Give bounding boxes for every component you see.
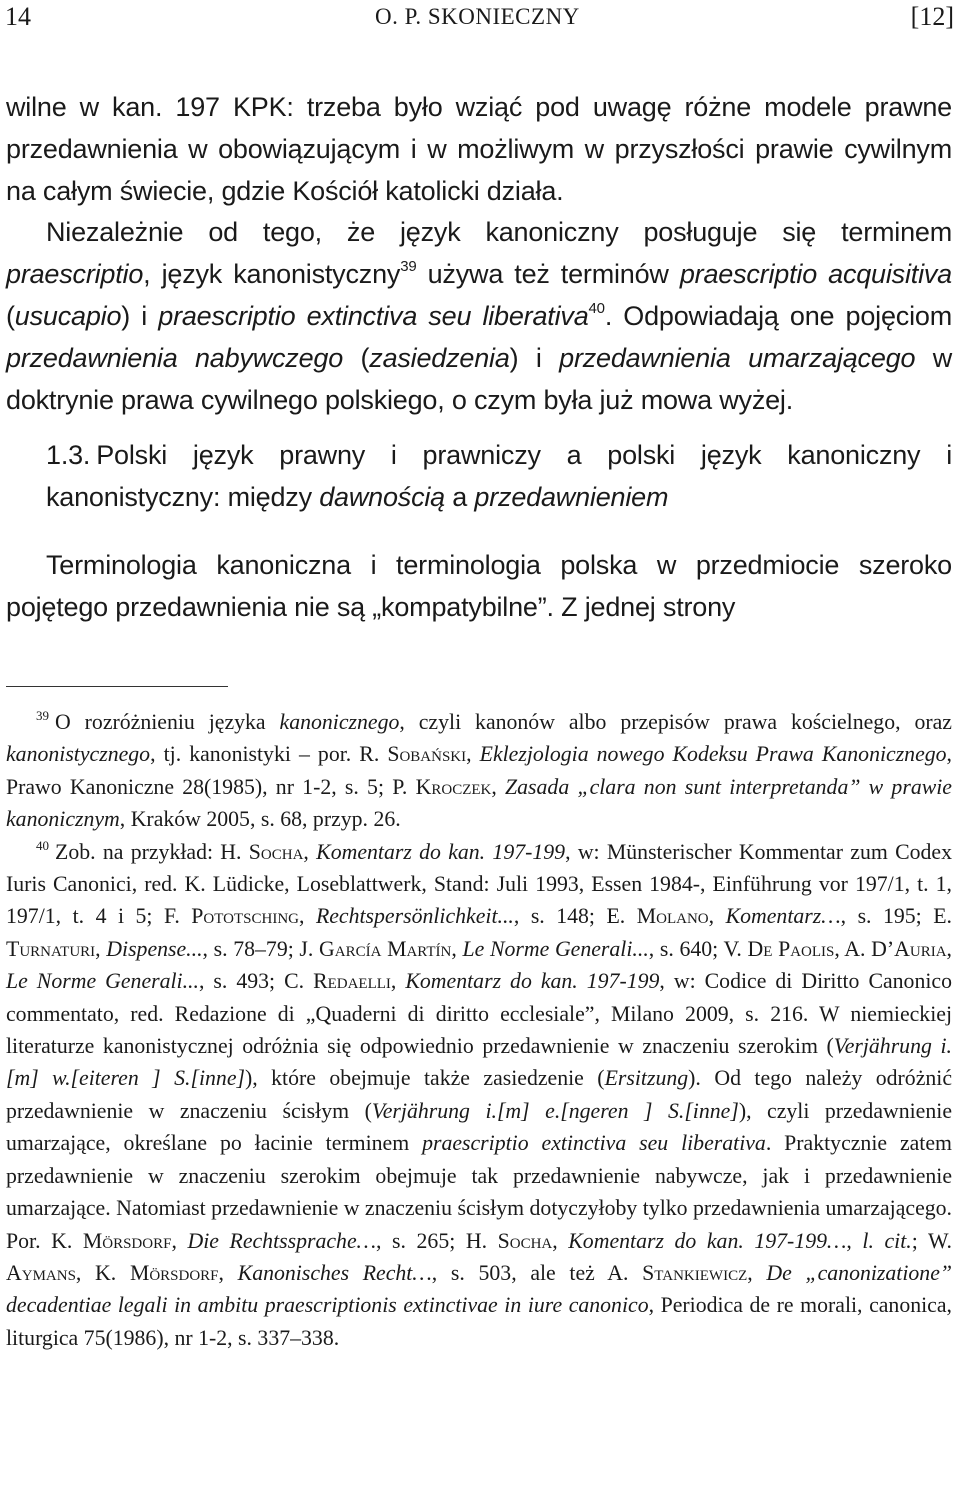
paragraph-compatibility: [6, 545, 952, 629]
italic-title: Komentarz…: [725, 904, 841, 929]
page-number: 14: [5, 2, 31, 31]
running-header-reference: [12]: [910, 2, 954, 31]
italic-title: Le Norme Generali...: [462, 936, 649, 961]
italic-title: Kanonisches Recht…: [237, 1260, 432, 1285]
italic-term: przedawnienia nabywczego: [6, 342, 344, 373]
italic-title: Komentarz do kan. 197-199…: [568, 1228, 847, 1253]
italic-term: usucapio: [14, 300, 122, 331]
text-span: , s. 265; H.: [376, 1228, 498, 1253]
running-header: [0, 0, 960, 40]
author-name: Pototsching: [191, 904, 299, 929]
footnote-ref-40[interactable]: 40: [588, 299, 605, 317]
text-span: wilne w kan. 197 KPK: trzeba było wziąć pod uwagę różne modele prawne przedawnienia w obowiązującym i w możliwym w przyszłości prawie cywilnym na całym świecie, gdzie Kościół katolicki działa.: [6, 92, 952, 206]
text-span: , tj. kanonistyki – por. R.: [150, 742, 388, 767]
italic-term: Ersitzung: [604, 1066, 689, 1091]
text-span: ,: [846, 1228, 863, 1253]
text-span: O rozróżnieniu języka: [55, 710, 280, 734]
text-span: , K.: [75, 1260, 130, 1285]
italic-title: Rechtspersönlichkeit...: [315, 904, 514, 929]
text-span: Terminologia kanoniczna i terminologia polska w przedmiocie szeroko pojętego przedawnienia nie są „kompatybilne”. Z jednej strony: [6, 549, 952, 622]
text-span: ,: [747, 1260, 767, 1285]
text-span: używa też terminów: [416, 259, 680, 290]
text-span: , Periodica de re morali, canonica, liturgica 75(1986), nr 1-2, s. 337–338.: [6, 1293, 952, 1350]
italic-term: praescriptio acquisitiva: [679, 259, 952, 290]
text-span: Zob. na przykład: H.: [55, 839, 249, 864]
text-span: Polski język prawny i prawniczy a polski język kanoniczny i kanonistyczny: między: [46, 440, 952, 513]
text-span: ,: [218, 1260, 238, 1285]
footnote-ref-39[interactable]: 39: [400, 258, 417, 276]
text-span: ) i: [509, 342, 560, 373]
text-span: , język kanonistyczny: [143, 259, 401, 290]
text-span: , s. 78–79; J.: [202, 936, 320, 961]
text-span: ,: [298, 904, 316, 929]
text-span: ), które obejmuje także zasiedzenie (: [244, 1066, 605, 1091]
italic-term: dawnością: [319, 482, 445, 513]
author-name: Kroczek: [415, 774, 492, 799]
text-span: ; W.: [911, 1228, 952, 1253]
text-span: ,: [171, 1228, 188, 1253]
text-span: ,: [491, 774, 506, 799]
text-span: (: [343, 342, 370, 373]
italic-title: De „canonizatione” decadentiae legali in ambitu praescriptionis extinctivae in iure canonico: [6, 1260, 953, 1318]
author-name: García Martín: [319, 936, 452, 961]
text-span: , s. 493; C.: [198, 969, 314, 994]
text-span: ,: [552, 1228, 569, 1253]
text-span: ,: [390, 969, 406, 994]
text-span: a: [445, 482, 475, 513]
text-span: . Odpowiadają one pojęciom: [604, 300, 952, 331]
footnotes: [6, 706, 952, 1354]
text-span: ,: [451, 936, 463, 961]
text-span: ,: [95, 936, 107, 961]
footnote-40: [6, 836, 952, 1355]
italic-title: Le Norme Generali...: [6, 969, 199, 994]
text-span: , Prawo Kanoniczne 28(1985), nr 1-2, s. 5; P.: [6, 742, 952, 799]
author-name: Socha: [248, 839, 304, 864]
footnote-number: 40: [36, 837, 49, 853]
text-span: ), czyli przedawnienie umarzające, określane po łacinie terminem: [6, 1098, 952, 1156]
paragraph-continued: [6, 87, 952, 212]
text-span: , A.: [834, 936, 872, 961]
italic-title: Komentarz do kan. 197-199: [316, 839, 566, 864]
text-span: , w: Münsterischer Kommentar zum Codex Iuris Canonici, red. K. Lüdicke, Loseblattwerk, Stand: Juli 1993, Essen 1984-, Einführung vor 197/1, t. 1, 197/1, t. 4 i 5; F.: [6, 839, 953, 929]
italic-term: praescriptio extinctiva seu liberativa: [158, 300, 589, 331]
author-name: Mörsdorf: [129, 1260, 219, 1285]
italic-term: praescriptio: [6, 259, 144, 290]
author-name: Redaelli: [313, 969, 391, 994]
text-span: ). Od tego należy odróżnić przedawnienie w znaczeniu ścisłym (: [6, 1066, 953, 1123]
section-heading: [6, 435, 952, 519]
author-name: Aymans: [6, 1260, 76, 1285]
text-span: , Kraków 2005, s. 68, przyp. 26.: [119, 807, 401, 832]
author-name: Stankiewicz: [642, 1260, 748, 1285]
text-span: . Praktycznie zatem przedawnienie w znaczeniu szerokim obejmuje tak przedawnienie nabywcze, jak i przedawnienie umarzające. Natomiast przedawnienie w znaczeniu ścisłym dotyczyłoby tylko przedawnienia umarzającego. Por. K.: [6, 1131, 952, 1253]
text-span: (: [6, 300, 15, 331]
text-span: w doktrynie prawa cywilnego polskiego, o czym była już mowa wyżej.: [6, 342, 952, 415]
section-number: 1.3.: [46, 440, 91, 471]
italic-title: Komentarz do kan. 197-199: [405, 969, 660, 994]
italic-title: Die Rechtssprache…: [187, 1228, 376, 1253]
text-span: Niezależnie od tego, że język kanoniczny posługuje się terminem: [46, 217, 952, 248]
italic-title: Dispense...: [106, 936, 203, 961]
text-span: , s. 640; V.: [648, 936, 748, 961]
footnote-separator: [6, 686, 228, 687]
text-span: , s. 503, ale też A.: [431, 1260, 643, 1285]
paragraph-terminology: [6, 212, 952, 421]
text-span: , s. 148; E.: [513, 904, 637, 929]
main-text: [6, 87, 952, 629]
italic-term: Verjährung i.[m] w.[eiteren ] S.[inne]: [6, 1034, 952, 1091]
text-span: ,: [466, 742, 480, 767]
text-span: , czyli kanonów albo przepisów prawa kościelnego, oraz: [399, 710, 952, 734]
italic-term: praescriptio extinctiva seu liberativa: [422, 1131, 766, 1156]
text-span: , w: Codice di Diritto Canonico commentato, red. Redazione di „Quaderni di diritto ecclesiale”, Milano 2009, s. 216. W niemieckiej literaturze kanonistycznej odróżnia się odpowiednio przedawnienie w znaczeniu szerokim (: [6, 969, 952, 1059]
text-span: , s. 195; E.: [840, 904, 952, 929]
text-span: ,: [708, 904, 726, 929]
author-name: D’Auria: [871, 936, 947, 961]
italic-term: przedawnienia umarzającego: [559, 342, 916, 373]
running-header-author: O. P. SKONIECZNY: [375, 4, 580, 29]
italic-term: zasiedzenia: [369, 342, 510, 373]
italic-term: l. cit.: [862, 1228, 912, 1253]
footnote-number: 39: [36, 708, 49, 723]
text-span: ,: [303, 839, 317, 864]
italic-term: kanonicznego: [279, 710, 400, 734]
author-name: Sobański: [387, 742, 467, 767]
text-span: ,: [946, 936, 952, 961]
author-name: Turnaturi: [6, 936, 96, 961]
italic-title: Eklezjologia nowego Kodeksu Prawa Kanonicznego: [479, 742, 947, 767]
author-name: Molano: [636, 904, 709, 929]
italic-term: kanonistycznego: [6, 742, 151, 767]
text-span: ) i: [121, 300, 159, 331]
italic-term: przedawnieniem: [474, 482, 669, 513]
italic-title: Zasada „clara non sunt interpretanda” w prawie kanonicznym: [6, 774, 952, 832]
author-name: Mörsdorf: [82, 1228, 172, 1253]
footnote-39: [6, 706, 952, 836]
author-name: Socha: [497, 1228, 553, 1253]
italic-term: Verjährung i.[m] e.[ngeren ] S.[inne]: [371, 1098, 739, 1123]
author-name: De Paolis: [747, 936, 835, 961]
